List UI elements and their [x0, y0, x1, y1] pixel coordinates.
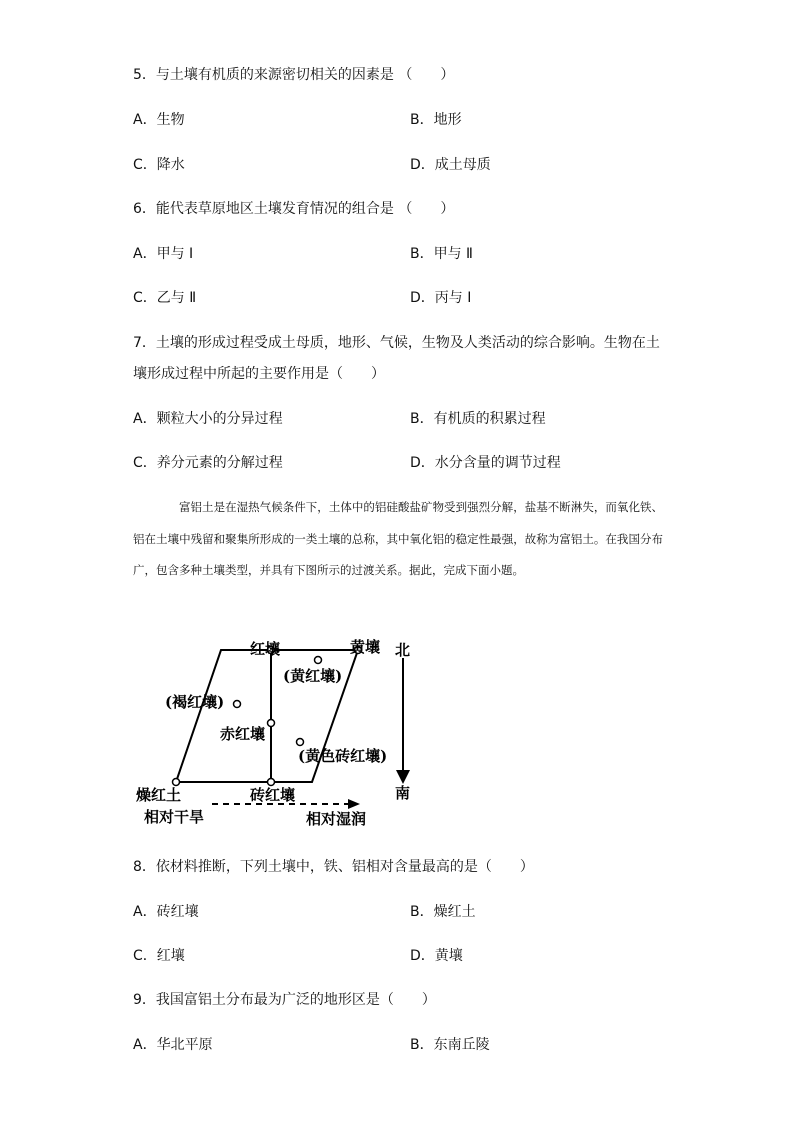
q8-option-a: A．砖红壤: [133, 904, 199, 920]
q8-option-c: C．红壤: [133, 948, 185, 964]
q8-option-d: D．黄壤: [410, 948, 463, 964]
q6-option-d: D．丙与 Ⅰ: [410, 290, 472, 306]
question-9-stem: 9．我国富铝土分布最为广泛的地形区是（ ）: [133, 992, 436, 1008]
label-dry: 相对干旱: [144, 808, 205, 826]
left-parallelogram: [176, 650, 271, 782]
q7-option-c: C．养分元素的分解过程: [133, 455, 283, 471]
node-huangsezhuanhongrang: [297, 739, 304, 746]
moisture-arrowhead: [348, 799, 360, 809]
question-7-stem-line2: 壤形成过程中所起的主要作用是（ ）: [133, 366, 385, 382]
q8-option-b: B．燥红土: [410, 904, 476, 920]
q9-option-b: B．东南丘陵: [410, 1037, 490, 1053]
reading-passage: [133, 492, 663, 587]
node-chihongrang: [268, 720, 275, 727]
label-huanghongrang: (黄红壤): [283, 667, 343, 685]
q7-option-a: A．颗粒大小的分异过程: [133, 411, 283, 427]
q9-option-a: A．华北平原: [133, 1037, 213, 1053]
question-7-stem-line1: 7．土壤的形成过程受成土母质，地形、气候，生物及人类活动的综合影响。生物在土: [133, 335, 660, 351]
q5-option-b: B．地形: [410, 112, 462, 128]
label-south: 南: [395, 784, 411, 802]
label-chihongrang: 赤红壤: [220, 725, 266, 743]
label-zaohongtu: 燥红土: [136, 786, 182, 804]
question-5-stem: 5．与土壤有机质的来源密切相关的因素是 （ ）: [133, 67, 455, 83]
q5-option-c: C．降水: [133, 157, 185, 173]
node-hehongrang: [234, 701, 241, 708]
north-south-arrowhead: [396, 770, 410, 784]
label-huangrang: 黄壤: [350, 638, 381, 656]
label-wet: 相对湿润: [306, 810, 367, 828]
node-zhuanhongrang: [268, 779, 275, 786]
q7-option-b: B．有机质的积累过程: [410, 411, 546, 427]
q5-option-a: A．生物: [133, 112, 185, 128]
passage-text: 富铝土是在湿热气候条件下，土体中的铝硅酸盐矿物受到强烈分解，盐基不断淋失，而氧化铁、铝在土壤中残留和聚集所形成的一类土壤的总称，其中氧化铝的稳定性最强，故称为富铝土。在我国分布广，包含多种土壤类型，并具有下图所示的过渡关系。据此，完成下面小题。: [133, 500, 663, 577]
label-huangsezhuanhongrang: (黄色砖红壤): [298, 747, 388, 765]
label-zhuanhongrang: 砖红壤: [250, 786, 296, 804]
q7-option-d: D．水分含量的调节过程: [410, 455, 561, 471]
label-hongrang: 红壤: [250, 640, 281, 658]
label-hehongrang: (褐红壤): [165, 693, 225, 711]
node-zaohongtu: [173, 779, 180, 786]
question-6-stem: 6．能代表草原地区土壤发育情况的组合是 （ ）: [133, 201, 455, 217]
q6-option-b: B．甲与 Ⅱ: [410, 246, 473, 262]
question-8-stem: 8．依材料推断，下列土壤中，铁、铝相对含量最高的是（ ）: [133, 859, 534, 875]
soil-transition-diagram: [130, 628, 430, 833]
node-huanghongrang: [315, 657, 322, 664]
q5-option-d: D．成土母质: [410, 157, 491, 173]
q6-option-a: A．甲与 Ⅰ: [133, 246, 194, 262]
q6-option-c: C．乙与 Ⅱ: [133, 290, 197, 306]
label-north: 北: [395, 641, 411, 659]
